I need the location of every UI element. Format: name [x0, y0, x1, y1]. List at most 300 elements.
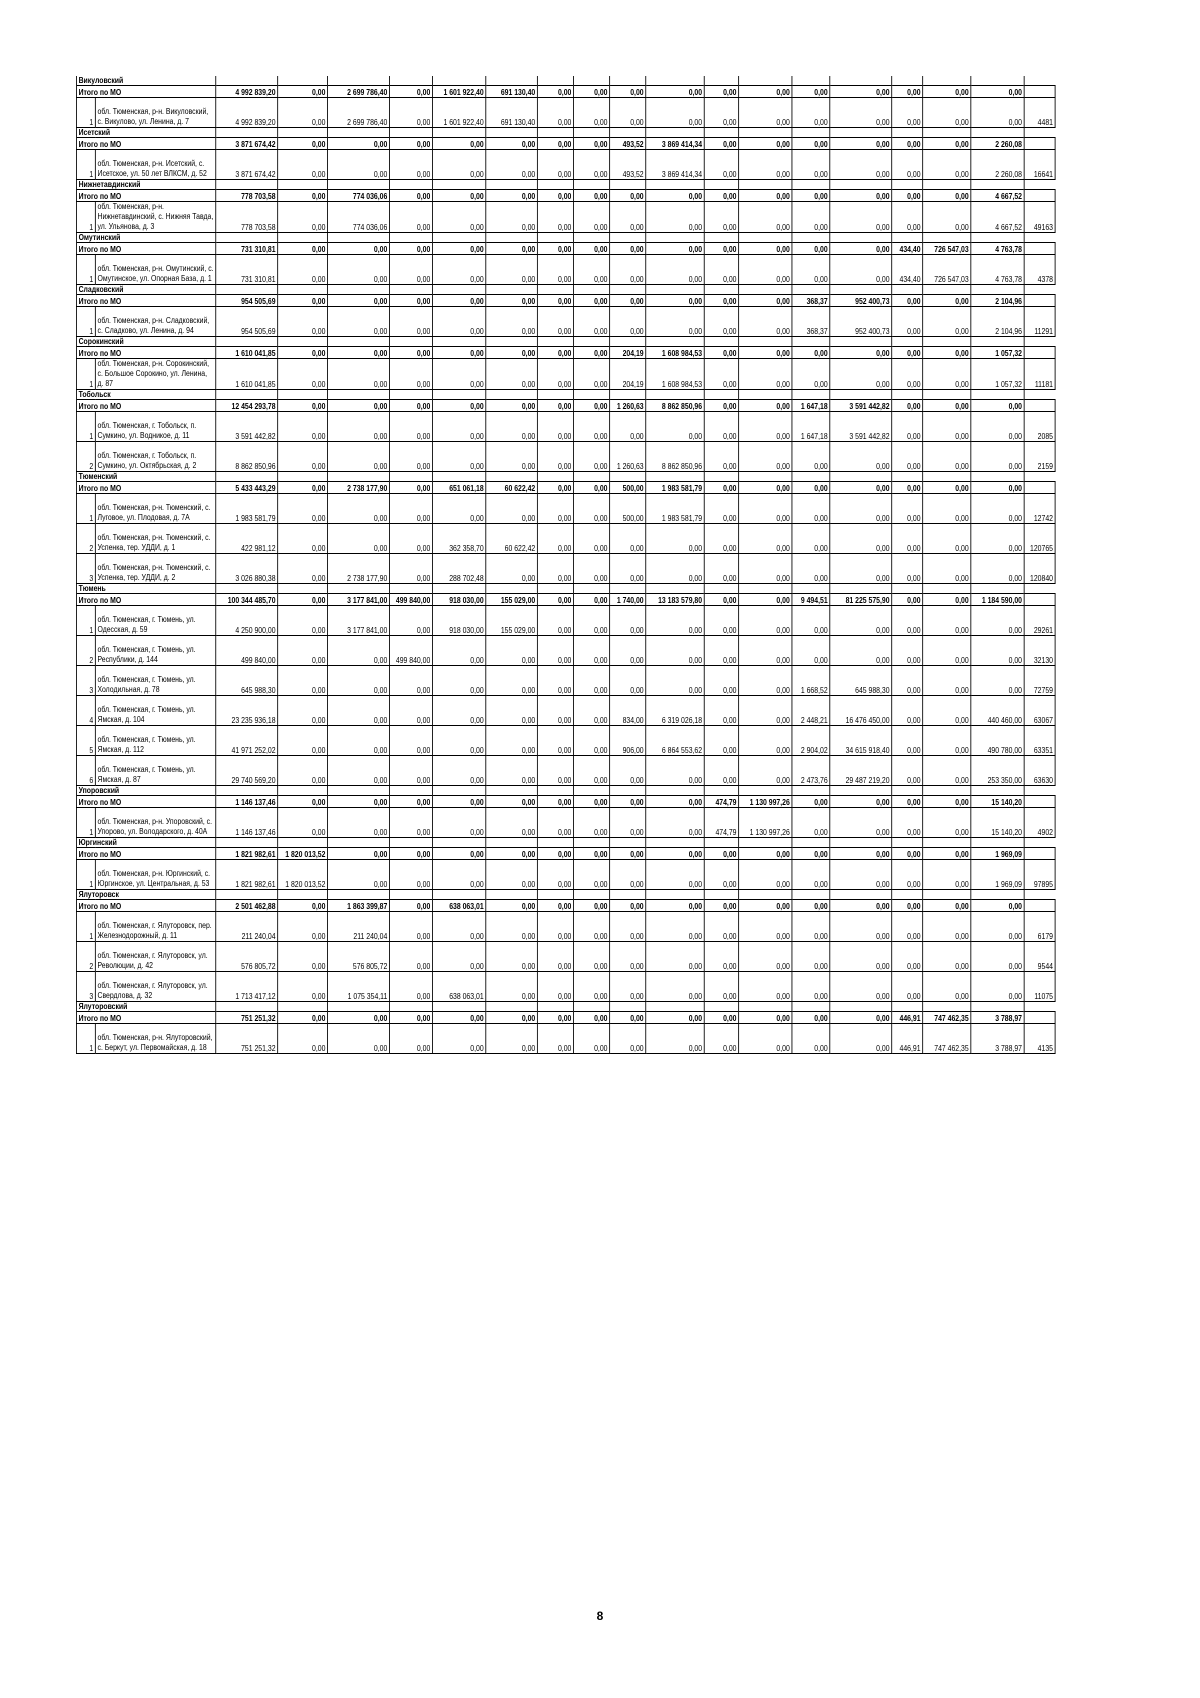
region-header-row [76, 838, 1055, 848]
total-value-cell: 0,00 [328, 1012, 390, 1024]
object-value-cell: 0,00 [646, 412, 704, 442]
empty-cell [328, 1002, 390, 1012]
object-value-cell: 0,00 [389, 696, 432, 726]
object-value-cell: 0,00 [892, 494, 923, 524]
object-value-cell: 0,00 [892, 808, 923, 838]
empty-cell [892, 786, 923, 796]
object-value-cell: 0,00 [792, 606, 830, 636]
empty-cell [328, 337, 390, 347]
object-value-cell: 0,00 [432, 412, 485, 442]
object-value-cell: 4 992 839,20 [216, 98, 278, 128]
empty-cell [389, 285, 432, 295]
total-value-cell: 0,00 [389, 243, 432, 255]
object-value-cell: 0,00 [610, 636, 646, 666]
object-value-cell: 0,00 [971, 636, 1024, 666]
total-value-cell: 0,00 [389, 848, 432, 860]
object-address: обл. Тюменская, г. Тобольск, п. Сумкино, ул. Водникое, д. 11 [95, 412, 215, 442]
empty-cell [739, 180, 792, 190]
object-value-cell: 0,00 [610, 412, 646, 442]
object-value-cell: 0,00 [792, 150, 830, 180]
empty-cell [739, 390, 792, 400]
region-header-row [76, 786, 1055, 796]
total-value-cell: 0,00 [574, 1012, 610, 1024]
object-value-cell: 645 988,30 [830, 666, 892, 696]
object-value-cell: 0,00 [389, 255, 432, 285]
total-value-cell: 0,00 [704, 86, 738, 98]
empty-cell [704, 285, 738, 295]
empty-cell [432, 337, 485, 347]
object-value-cell: 0,00 [704, 942, 738, 972]
object-value-cell: 0,00 [610, 666, 646, 696]
object-value-cell: 0,00 [574, 756, 610, 786]
total-value-cell: 0,00 [892, 138, 923, 150]
total-value-cell: 368,37 [792, 295, 830, 307]
object-address: обл. Тюменская, р-н. Викуловский, с. Викулово, ул. Ленина, д. 7 [95, 98, 215, 128]
total-value-cell: 0,00 [389, 347, 432, 359]
object-value-cell: 0,00 [923, 359, 971, 390]
empty-cell [1024, 285, 1055, 295]
object-value-cell: 0,00 [537, 255, 573, 285]
empty-cell [432, 285, 485, 295]
object-value-cell: 0,00 [486, 636, 538, 666]
empty-cell [646, 472, 704, 482]
object-value-cell: 0,00 [830, 860, 892, 890]
empty-cell [792, 1002, 830, 1012]
total-value-cell: 0,00 [278, 243, 328, 255]
object-value-cell: 0,00 [971, 98, 1024, 128]
object-value-cell: 726 547,03 [923, 255, 971, 285]
object-value-cell: 0,00 [537, 606, 573, 636]
total-value-cell: 952 400,73 [830, 295, 892, 307]
empty-cell [432, 472, 485, 482]
empty-cell [574, 838, 610, 848]
object-value-cell: 0,00 [792, 972, 830, 1002]
object-value-cell: 0,00 [574, 666, 610, 696]
object-value-cell: 2 738 177,90 [328, 554, 390, 584]
total-value-cell: 0,00 [739, 347, 792, 359]
empty-cell [892, 337, 923, 347]
object-value-cell: 0,00 [739, 972, 792, 1002]
object-value-cell: 918 030,00 [432, 606, 485, 636]
region-header-row [76, 128, 1055, 138]
empty-cell [278, 838, 328, 848]
region-header-row [76, 584, 1055, 594]
total-value-cell: 8 862 850,96 [646, 400, 704, 412]
object-address: обл. Тюменская, р-н. Юргинский, с. Юргинское, ул. Центральная, д. 53 [95, 860, 215, 890]
object-value-cell: 0,00 [971, 412, 1024, 442]
empty-cell [537, 584, 573, 594]
object-value-cell: 0,00 [389, 494, 432, 524]
empty-cell [739, 472, 792, 482]
total-value-cell: 2 738 177,90 [328, 482, 390, 494]
empty-cell [892, 233, 923, 243]
total-value-cell: 751 251,32 [216, 1012, 278, 1024]
object-value-cell: 0,00 [739, 696, 792, 726]
object-value-cell: 906,00 [610, 726, 646, 756]
object-value-cell: 0,00 [537, 912, 573, 942]
empty-cell [389, 890, 432, 900]
object-value-cell: 422 981,12 [216, 524, 278, 554]
empty-cell [574, 472, 610, 482]
object-value-cell: 0,00 [328, 307, 390, 337]
empty-cell [537, 786, 573, 796]
total-value-cell: 0,00 [328, 848, 390, 860]
total-value-cell: 0,00 [574, 900, 610, 912]
object-value-cell: 0,00 [432, 666, 485, 696]
total-value-cell: 0,00 [486, 295, 538, 307]
object-value-cell: 0,00 [830, 98, 892, 128]
object-code: 16641 [1024, 150, 1055, 180]
total-value-cell: 638 063,01 [432, 900, 485, 912]
total-value-cell: 0,00 [610, 295, 646, 307]
object-value-cell: 0,00 [892, 359, 923, 390]
empty-cell [486, 128, 538, 138]
object-value-cell: 0,00 [892, 554, 923, 584]
empty-cell [923, 390, 971, 400]
empty-cell [328, 786, 390, 796]
empty-cell [704, 1002, 738, 1012]
total-value-cell: 434,40 [892, 243, 923, 255]
object-value-cell: 0,00 [574, 726, 610, 756]
total-value-cell: 0,00 [923, 347, 971, 359]
empty-cell [389, 1002, 432, 1012]
empty-cell [1024, 138, 1055, 150]
object-value-cell: 0,00 [971, 912, 1024, 942]
total-value-cell: 0,00 [646, 848, 704, 860]
object-value-cell: 0,00 [739, 554, 792, 584]
empty-cell [892, 838, 923, 848]
object-value-cell: 0,00 [574, 636, 610, 666]
empty-cell [432, 76, 485, 86]
object-row [76, 756, 1055, 786]
object-value-cell: 0,00 [432, 912, 485, 942]
object-value-cell: 0,00 [610, 912, 646, 942]
total-value-cell: 0,00 [610, 900, 646, 912]
empty-cell [389, 584, 432, 594]
empty-cell [1024, 400, 1055, 412]
empty-cell [610, 1002, 646, 1012]
total-value-cell: 0,00 [739, 900, 792, 912]
object-value-cell: 0,00 [574, 1024, 610, 1054]
object-address: обл. Тюменская, р-н. Ялуторовский, с. Беркут, ул. Первомайская, д. 18 [95, 1024, 215, 1054]
row-index: 2 [76, 442, 95, 472]
empty-cell [704, 890, 738, 900]
object-value-cell: 0,00 [537, 1024, 573, 1054]
total-label: Итого по МО [76, 400, 215, 412]
empty-cell [278, 337, 328, 347]
row-index: 3 [76, 666, 95, 696]
object-value-cell: 6 864 553,62 [646, 726, 704, 756]
object-value-cell: 0,00 [739, 606, 792, 636]
total-value-cell: 0,00 [892, 848, 923, 860]
object-value-cell: 0,00 [739, 912, 792, 942]
total-value-cell: 0,00 [537, 295, 573, 307]
total-value-cell: 1 969,09 [971, 848, 1024, 860]
object-code: 72759 [1024, 666, 1055, 696]
total-value-cell: 0,00 [830, 138, 892, 150]
empty-cell [792, 786, 830, 796]
empty-cell [1024, 786, 1055, 796]
object-value-cell: 362 358,70 [432, 524, 485, 554]
total-value-cell: 0,00 [704, 1012, 738, 1024]
total-value-cell: 0,00 [278, 86, 328, 98]
object-value-cell: 0,00 [739, 524, 792, 554]
empty-cell [278, 76, 328, 86]
total-value-cell: 2 104,96 [971, 295, 1024, 307]
object-value-cell: 0,00 [792, 636, 830, 666]
object-code: 2159 [1024, 442, 1055, 472]
total-value-cell: 2 699 786,40 [328, 86, 390, 98]
empty-cell [610, 838, 646, 848]
empty-cell [1024, 900, 1055, 912]
empty-cell [537, 233, 573, 243]
empty-cell [432, 1002, 485, 1012]
total-value-cell: 0,00 [923, 900, 971, 912]
object-row [76, 726, 1055, 756]
object-value-cell: 0,00 [432, 442, 485, 472]
object-value-cell: 0,00 [971, 442, 1024, 472]
empty-cell [971, 233, 1024, 243]
object-value-cell: 500,00 [610, 494, 646, 524]
object-value-cell: 0,00 [574, 150, 610, 180]
empty-cell [892, 390, 923, 400]
row-index: 2 [76, 942, 95, 972]
object-value-cell: 0,00 [278, 307, 328, 337]
capital-repair-table [76, 76, 1056, 1054]
object-value-cell: 0,00 [971, 524, 1024, 554]
row-index: 1 [76, 912, 95, 942]
object-value-cell: 0,00 [328, 808, 390, 838]
object-address: обл. Тюменская, р-н. Сладковский, с. Сладково, ул. Ленина, д. 94 [95, 307, 215, 337]
empty-cell [278, 180, 328, 190]
total-value-cell: 0,00 [574, 482, 610, 494]
empty-cell [1024, 76, 1055, 86]
object-value-cell: 0,00 [537, 666, 573, 696]
empty-cell [1024, 190, 1055, 202]
object-value-cell: 0,00 [646, 1024, 704, 1054]
total-value-cell: 204,19 [610, 347, 646, 359]
total-value-cell: 1 820 013,52 [278, 848, 328, 860]
empty-cell [537, 128, 573, 138]
object-value-cell: 0,00 [389, 860, 432, 890]
object-value-cell: 0,00 [574, 972, 610, 1002]
object-value-cell: 0,00 [739, 1024, 792, 1054]
empty-cell [792, 233, 830, 243]
object-value-cell: 691 130,40 [486, 98, 538, 128]
object-value-cell: 0,00 [646, 756, 704, 786]
object-value-cell: 0,00 [892, 636, 923, 666]
object-value-cell: 0,00 [892, 666, 923, 696]
total-value-cell: 0,00 [486, 900, 538, 912]
row-index: 1 [76, 202, 95, 233]
total-value-cell: 0,00 [792, 848, 830, 860]
total-value-cell: 1 130 997,26 [739, 796, 792, 808]
total-value-cell: 0,00 [574, 594, 610, 606]
empty-cell [792, 390, 830, 400]
total-value-cell: 0,00 [537, 400, 573, 412]
object-value-cell: 0,00 [704, 756, 738, 786]
object-value-cell: 0,00 [328, 494, 390, 524]
object-value-cell: 0,00 [646, 255, 704, 285]
object-value-cell: 0,00 [574, 696, 610, 726]
object-value-cell: 0,00 [574, 494, 610, 524]
object-value-cell: 0,00 [328, 359, 390, 390]
object-code: 11075 [1024, 972, 1055, 1002]
empty-cell [328, 890, 390, 900]
total-value-cell: 3 871 674,42 [216, 138, 278, 150]
total-value-cell: 0,00 [704, 347, 738, 359]
empty-cell [389, 180, 432, 190]
total-value-cell: 0,00 [892, 900, 923, 912]
object-value-cell: 0,00 [892, 98, 923, 128]
object-value-cell: 774 036,06 [328, 202, 390, 233]
object-value-cell: 0,00 [486, 756, 538, 786]
empty-cell [792, 76, 830, 86]
empty-cell [537, 838, 573, 848]
empty-cell [574, 1002, 610, 1012]
empty-cell [830, 838, 892, 848]
object-value-cell: 0,00 [432, 359, 485, 390]
empty-cell [574, 890, 610, 900]
row-index: 6 [76, 756, 95, 786]
empty-cell [646, 76, 704, 86]
total-value-cell: 0,00 [830, 848, 892, 860]
object-value-cell: 0,00 [610, 942, 646, 972]
object-value-cell: 0,00 [792, 442, 830, 472]
object-value-cell: 0,00 [892, 412, 923, 442]
object-value-cell: 0,00 [792, 1024, 830, 1054]
total-value-cell: 0,00 [574, 848, 610, 860]
object-value-cell: 0,00 [328, 412, 390, 442]
object-value-cell: 0,00 [432, 494, 485, 524]
object-value-cell: 0,00 [892, 726, 923, 756]
object-value-cell: 0,00 [704, 359, 738, 390]
object-value-cell: 0,00 [739, 150, 792, 180]
object-value-cell: 0,00 [486, 255, 538, 285]
total-value-cell: 0,00 [389, 482, 432, 494]
object-address: обл. Тюменская, г. Тюмень, ул. Одесская, д. 59 [95, 606, 215, 636]
object-value-cell: 4 250 900,00 [216, 606, 278, 636]
total-value-cell: 0,00 [278, 482, 328, 494]
object-value-cell: 0,00 [574, 412, 610, 442]
total-value-cell: 0,00 [792, 1012, 830, 1024]
total-value-cell: 0,00 [389, 900, 432, 912]
total-value-cell: 0,00 [486, 848, 538, 860]
object-value-cell: 0,00 [704, 307, 738, 337]
total-label: Итого по МО [76, 138, 215, 150]
total-value-cell: 0,00 [923, 796, 971, 808]
empty-cell [328, 390, 390, 400]
empty-cell [704, 472, 738, 482]
object-value-cell: 0,00 [574, 307, 610, 337]
object-value-cell: 0,00 [389, 202, 432, 233]
empty-cell [389, 838, 432, 848]
object-value-cell: 0,00 [389, 808, 432, 838]
object-value-cell: 0,00 [389, 98, 432, 128]
object-value-cell: 0,00 [792, 359, 830, 390]
total-value-cell: 1 610 041,85 [216, 347, 278, 359]
empty-cell [739, 76, 792, 86]
object-value-cell: 0,00 [646, 524, 704, 554]
empty-cell [216, 285, 278, 295]
empty-cell [610, 285, 646, 295]
total-value-cell: 0,00 [792, 482, 830, 494]
object-value-cell: 0,00 [792, 942, 830, 972]
empty-cell [1024, 472, 1055, 482]
object-row [76, 696, 1055, 726]
object-value-cell: 0,00 [278, 942, 328, 972]
object-value-cell: 0,00 [486, 1024, 538, 1054]
empty-cell [1024, 337, 1055, 347]
empty-cell [328, 472, 390, 482]
total-value-cell: 0,00 [892, 594, 923, 606]
empty-cell [830, 584, 892, 594]
object-value-cell: 1 260,63 [610, 442, 646, 472]
empty-cell [739, 786, 792, 796]
total-value-cell: 0,00 [537, 848, 573, 860]
object-value-cell: 0,00 [971, 972, 1024, 1002]
empty-cell [1024, 838, 1055, 848]
region-header-row [76, 390, 1055, 400]
total-value-cell: 747 462,35 [923, 1012, 971, 1024]
empty-cell [792, 472, 830, 482]
object-value-cell: 0,00 [574, 912, 610, 942]
object-value-cell: 0,00 [537, 150, 573, 180]
empty-cell [1024, 243, 1055, 255]
object-value-cell: 41 971 252,02 [216, 726, 278, 756]
object-value-cell: 0,00 [574, 554, 610, 584]
object-value-cell: 0,00 [923, 942, 971, 972]
total-value-cell: 0,00 [537, 138, 573, 150]
empty-cell [971, 180, 1024, 190]
object-value-cell: 0,00 [537, 494, 573, 524]
empty-cell [389, 128, 432, 138]
object-address: обл. Тюменская, г. Тюмень, ул. Республики, д. 144 [95, 636, 215, 666]
empty-cell [537, 390, 573, 400]
object-value-cell: 0,00 [432, 1024, 485, 1054]
total-value-cell: 60 622,42 [486, 482, 538, 494]
total-value-cell: 0,00 [792, 796, 830, 808]
total-value-cell: 0,00 [792, 347, 830, 359]
object-value-cell: 1 713 417,12 [216, 972, 278, 1002]
object-value-cell: 0,00 [389, 359, 432, 390]
region-total-row [76, 400, 1055, 412]
object-value-cell: 0,00 [704, 412, 738, 442]
object-value-cell: 0,00 [574, 202, 610, 233]
object-value-cell: 0,00 [892, 150, 923, 180]
object-value-cell: 60 622,42 [486, 524, 538, 554]
empty-cell [486, 786, 538, 796]
total-label: Итого по МО [76, 1012, 215, 1024]
object-value-cell: 0,00 [892, 442, 923, 472]
row-index: 3 [76, 972, 95, 1002]
empty-cell [537, 76, 573, 86]
object-value-cell: 1 983 581,79 [646, 494, 704, 524]
object-value-cell: 3 869 414,34 [646, 150, 704, 180]
object-value-cell: 0,00 [537, 359, 573, 390]
total-value-cell: 81 225 575,90 [830, 594, 892, 606]
object-value-cell: 3 026 880,38 [216, 554, 278, 584]
total-label: Итого по МО [76, 347, 215, 359]
object-value-cell: 0,00 [792, 554, 830, 584]
object-value-cell: 211 240,04 [328, 912, 390, 942]
object-value-cell: 2 473,76 [792, 756, 830, 786]
object-value-cell: 0,00 [537, 972, 573, 1002]
empty-cell [923, 1002, 971, 1012]
object-value-cell: 0,00 [537, 726, 573, 756]
object-value-cell: 0,00 [739, 636, 792, 666]
total-value-cell: 0,00 [537, 86, 573, 98]
